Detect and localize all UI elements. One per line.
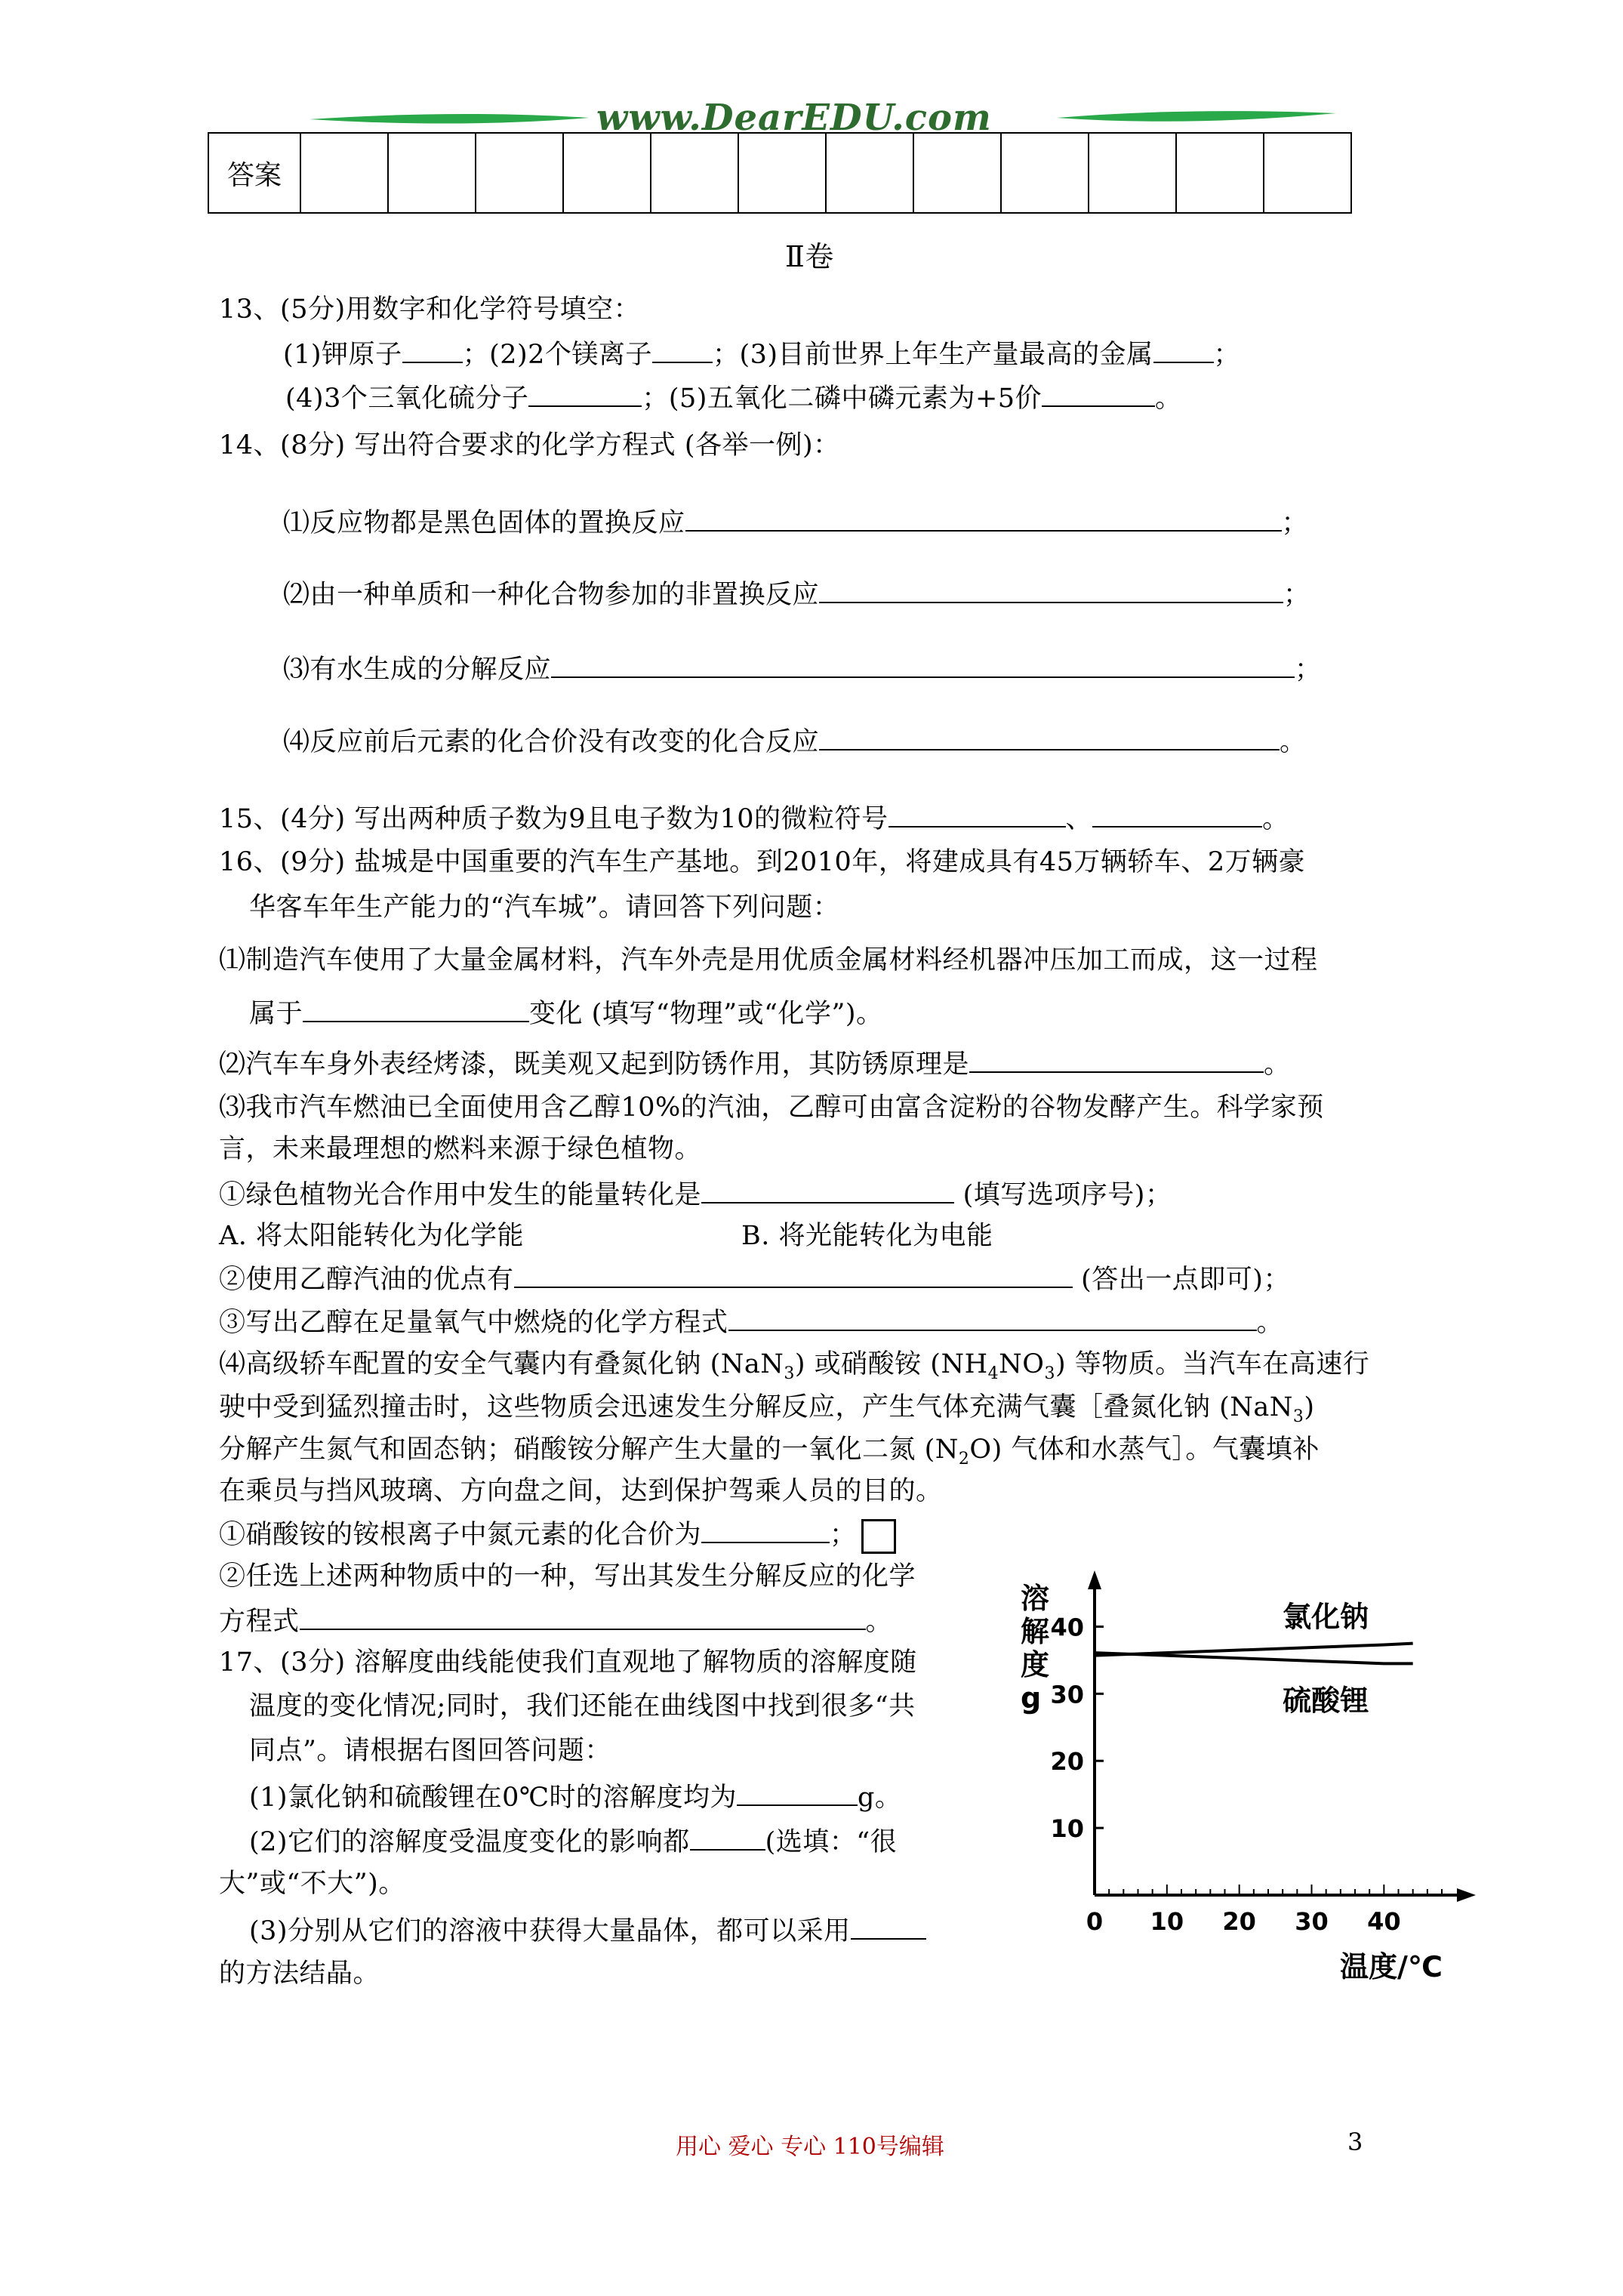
answer-blank[interactable] — [300, 1603, 866, 1630]
q17-line3: 同点”。请根据右图回答问题： — [249, 1736, 611, 1766]
q16-text: (填写选项序号)； — [954, 1180, 1172, 1210]
series-label: 氯化钠 — [1283, 1600, 1369, 1634]
q13-text: 。 — [1155, 384, 1182, 414]
y-axis-label-char: 解 — [1021, 1615, 1050, 1648]
solubility-chart — [1012, 1563, 1480, 1986]
answer-cell[interactable] — [913, 133, 1001, 213]
x-axis-arrow — [1457, 1888, 1476, 1902]
footer-credit: 用心 爱心 专心 110号编辑 — [676, 2134, 944, 2160]
answer-blank[interactable] — [652, 336, 713, 363]
q14-stem: 14、(8分) 写出符合要求的化学方程式 (各举一例)： — [219, 430, 840, 461]
q17-text: (1)氯化钠和硫酸锂在0℃时的溶解度均为 — [249, 1783, 737, 1813]
q16-text: ) — [1304, 1392, 1315, 1422]
answer-label: 答案 — [208, 133, 300, 213]
q14-text: ⑴反应物都是黑色固体的置换反应 — [283, 508, 685, 538]
q14-text: ⑷反应前后元素的化合价没有改变的化合反应 — [283, 727, 820, 757]
q13-line1 — [283, 336, 1240, 371]
q16-p1a: ⑴制造汽车使用了大量金属材料，汽车外壳是用优质金属材料经机器冲压加工而成，这一过程 — [219, 945, 1318, 975]
q17-line6: 大”或“不大”)。 — [219, 1869, 405, 1899]
answer-blank[interactable] — [1092, 800, 1262, 827]
q16-t1 — [219, 1516, 896, 1554]
y-axis-arrow — [1088, 1570, 1101, 1589]
q17-text: g。 — [858, 1783, 902, 1813]
q13-text: (4)3个三氧化硫分子 — [285, 384, 529, 414]
q14-item4 — [283, 723, 1307, 759]
series-label: 硫酸锂 — [1283, 1684, 1369, 1718]
answer-blank[interactable] — [969, 1046, 1264, 1073]
q14-text: 。 — [1280, 727, 1307, 757]
x-tick-label: 30 — [1295, 1907, 1329, 1936]
q13-line2 — [285, 380, 1182, 415]
answer-cell[interactable] — [563, 133, 651, 213]
y-axis-label-char: 溶 — [1021, 1582, 1050, 1615]
q13-stem: 13、(5分)用数字和化学符号填空： — [219, 294, 641, 325]
subscript: 3 — [784, 1364, 795, 1383]
series-line — [1095, 1653, 1413, 1663]
answer-blank[interactable] — [402, 336, 463, 363]
q16-text: ⑷高级轿车配置的安全气囊内有叠氮化钠 (NaN — [219, 1349, 784, 1379]
y-tick-label: 40 — [1050, 1613, 1084, 1642]
q13-text: (1)钾原子 — [283, 340, 402, 370]
q17-line5 — [249, 1823, 897, 1859]
answer-cell[interactable] — [476, 133, 563, 213]
q16-p4d: 在乘员与挡风玻璃、方向盘之间，达到保护驾乘人员的目的。 — [219, 1476, 943, 1506]
q16-text: 变化 (填写“物理”或“化学”)。 — [529, 999, 883, 1029]
q14-item1 — [283, 504, 1308, 540]
q16-text: NO — [999, 1349, 1045, 1379]
answer-blank[interactable] — [551, 651, 1295, 678]
answer-blank[interactable] — [685, 504, 1282, 532]
q16-text: 。 — [1264, 1049, 1291, 1080]
q16-stem-1: 16、(9分) 盐城是中国重要的汽车生产基地。到2010年，将建成具有45万辆轿车、2万辆豪 — [219, 847, 1306, 877]
answer-blank[interactable] — [888, 800, 1066, 827]
answer-cell[interactable] — [1176, 133, 1264, 213]
header-logo-text: www.DearEDU.com — [596, 97, 992, 139]
subscript: 2 — [958, 1450, 970, 1469]
q14-item3 — [283, 651, 1322, 686]
q16-s2 — [219, 1261, 1290, 1296]
x-tick-label: 10 — [1150, 1907, 1184, 1936]
q13-text: ；(2)2个镁离子 — [462, 340, 652, 370]
answer-cell[interactable] — [738, 133, 826, 213]
y-tick-label: 10 — [1050, 1814, 1084, 1844]
answer-cell[interactable] — [651, 133, 738, 213]
q16-text: 。 — [865, 1607, 893, 1637]
q17-text: (2)它们的溶解度受温度变化的影响都 — [249, 1827, 690, 1857]
q16-text: 属于 — [249, 999, 303, 1029]
y-axis-label — [1021, 1582, 1049, 1715]
q13-text: ； — [1213, 340, 1241, 370]
x-tick-label: 40 — [1367, 1907, 1401, 1936]
q17-line8: 的方法结晶。 — [219, 1959, 380, 1989]
q16-p4b — [219, 1391, 1315, 1434]
q16-text: 。 — [1256, 1308, 1284, 1338]
answer-cell[interactable] — [826, 133, 913, 213]
x-tick-label: 0 — [1086, 1907, 1104, 1936]
q15 — [219, 800, 1289, 836]
answer-blank[interactable] — [819, 723, 1280, 750]
q17-text: (选填：“很 — [765, 1827, 898, 1857]
subscript: 3 — [1044, 1364, 1055, 1383]
answer-blank[interactable] — [528, 380, 642, 407]
q16-text: ⑵汽车车身外表经烤漆，既美观又起到防锈作用，其防锈原理是 — [219, 1049, 970, 1080]
answer-blank[interactable] — [737, 1779, 858, 1806]
section-title: Ⅱ卷 — [785, 240, 834, 273]
q16-text: ①硝酸铵的铵根离子中氮元素的化合价为 — [219, 1520, 702, 1550]
answer-cell[interactable] — [1264, 133, 1351, 213]
q15-text: 、 — [1065, 804, 1093, 834]
y-axis-label-char: 度 — [1021, 1648, 1050, 1681]
q16-text: ①绿色植物光合作用中发生的能量转化是 — [219, 1180, 702, 1210]
answer-cell[interactable] — [300, 133, 388, 213]
q17-line2: 温度的变化情况;同时，我们还能在曲线图中找到很多“共 — [249, 1691, 916, 1721]
x-tick-label: 20 — [1222, 1907, 1256, 1936]
q14-text: ； — [1295, 655, 1322, 685]
q16-s1 — [219, 1176, 1172, 1212]
q16-text: 驶中受到猛烈撞击时，这些物质会迅速发生分解反应，产生气体充满气囊［叠氮化钠 (NaN — [219, 1392, 1293, 1422]
q16-text: (答出一点即可)； — [1072, 1265, 1290, 1295]
q17-line7 — [249, 1912, 926, 1948]
answer-cell[interactable] — [388, 133, 476, 213]
answer-blank[interactable] — [701, 1176, 954, 1203]
q16-text: ) 等物质。当汽车在高速行 — [1055, 1349, 1370, 1379]
q16-text: 方程式 — [219, 1607, 300, 1637]
answer-blank[interactable] — [701, 1516, 830, 1543]
q14-text: ⑵由一种单质和一种化合物参加的非置换反应 — [283, 580, 820, 610]
page-number: 3 — [1347, 2128, 1363, 2156]
y-tick-label: 30 — [1050, 1680, 1084, 1709]
q16-option-b: B. 将光能转化为电能 — [741, 1221, 993, 1251]
answer-blank[interactable] — [851, 1912, 926, 1940]
q14-text: ⑶有水生成的分解反应 — [283, 655, 552, 685]
subscript: 4 — [987, 1364, 999, 1383]
q16-p1b — [249, 995, 883, 1031]
answer-blank[interactable] — [728, 1304, 1257, 1331]
q16-text: ③写出乙醇在足量氧气中燃烧的化学方程式 — [219, 1308, 728, 1338]
q16-text: ②使用乙醇汽油的优点有 — [219, 1265, 514, 1295]
q15-text: 15、(4分) 写出两种质子数为9且电子数为10的微粒符号 — [219, 804, 888, 834]
y-tick-label: 20 — [1050, 1747, 1084, 1777]
answer-cell[interactable] — [1089, 133, 1176, 213]
q15-text: 。 — [1262, 804, 1289, 834]
q17-line1: 17、(3分) 溶解度曲线能使我们直观地了解物质的溶解度随 — [219, 1647, 917, 1678]
q16-text: 分解产生氮气和固态钠；硝酸铵分解产生大量的一氧化二氮 (N — [219, 1435, 959, 1465]
q14-text: ； — [1281, 508, 1309, 538]
q14-text: ； — [1283, 580, 1310, 610]
answer-table — [208, 132, 1352, 214]
q13-text: ；(5)五氧化二磷中磷元素为+5价 — [642, 384, 1042, 414]
answer-blank[interactable] — [819, 576, 1283, 603]
answer-blank[interactable] — [690, 1823, 765, 1851]
q16-text: ； — [830, 1520, 857, 1550]
q13-text: ；(3)目前世界上年生产量最高的金属 — [712, 340, 1153, 370]
answer-box[interactable] — [861, 1519, 896, 1554]
answer-cell[interactable] — [1001, 133, 1089, 213]
q16-option-a: A. 将太阳能转化为化学能 — [219, 1221, 525, 1251]
q17-line4 — [249, 1779, 901, 1814]
q16-stem-2: 华客车年生产能力的“汽车城”。请回答下列问题： — [249, 892, 840, 923]
q16-t2b — [219, 1603, 892, 1638]
q16-text: O) 气体和水蒸气］。气囊填补 — [969, 1435, 1320, 1465]
q16-p4c — [219, 1433, 1320, 1476]
answer-blank[interactable] — [514, 1261, 1073, 1288]
answer-blank[interactable] — [303, 995, 529, 1022]
answer-blank[interactable] — [1042, 380, 1155, 407]
q14-item2 — [283, 576, 1310, 612]
q16-p3b: 言，未来最理想的燃料来源于绿色植物。 — [219, 1134, 702, 1164]
q16-text: ) 或硝酸铵 (NH — [794, 1349, 988, 1379]
answer-blank[interactable] — [1153, 336, 1214, 363]
subscript: 3 — [1292, 1407, 1304, 1426]
q17-text: (3)分别从它们的溶液中获得大量晶体，都可以采用 — [249, 1916, 851, 1946]
y-axis-label-char: g — [1021, 1681, 1042, 1715]
q16-p4a — [219, 1348, 1369, 1391]
q16-s3 — [219, 1304, 1283, 1339]
q16-p2 — [219, 1046, 1291, 1081]
x-axis-label: 温度/℃ — [1340, 1950, 1443, 1983]
q16-p3a: ⑶我市汽车燃油已全面使用含乙醇10%的汽油，乙醇可由富含淀粉的谷物发酵产生。科学家预 — [219, 1093, 1324, 1123]
q16-t2a: ②任选上述两种物质中的一种，写出其发生分解反应的化学 — [219, 1561, 916, 1592]
